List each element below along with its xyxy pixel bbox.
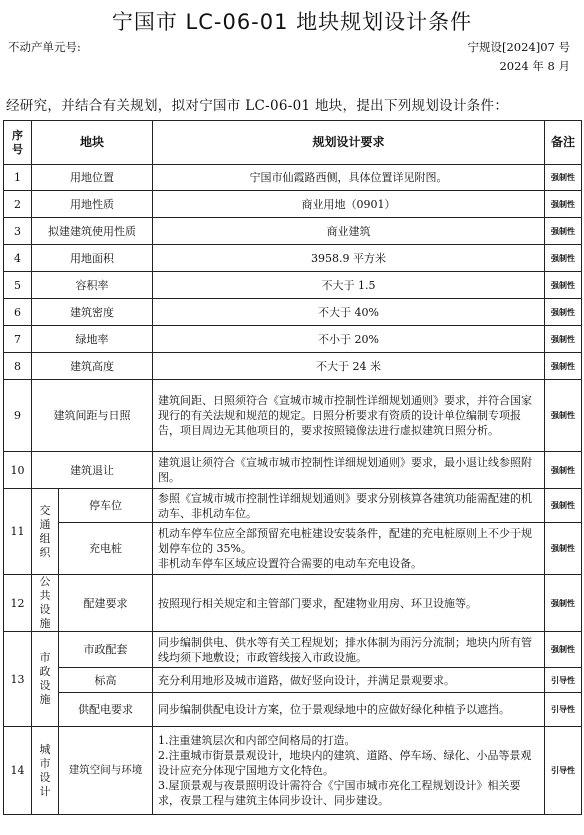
row-note: 强制性 bbox=[545, 218, 582, 245]
row-item: 用地面积 bbox=[32, 245, 153, 272]
row-no: 13 bbox=[4, 632, 32, 727]
group-label: 交通组织 bbox=[39, 503, 51, 559]
requirement-line: 2.注重城市街景景观设计，地块内的建筑、道路、停车场、绿化、小品等景观设计应充分体现宁国地方文化特色。 bbox=[158, 749, 532, 777]
document-date: 2024 年 8 月 bbox=[499, 59, 570, 73]
table-row bbox=[4, 299, 582, 326]
row-item: 用地位置 bbox=[32, 165, 153, 191]
requirement-line: 机动车停车位应全部预留充电桩建设安装条件，配建的充电桩原则上不少于规划停车位的 35%。 bbox=[158, 527, 533, 555]
table-row bbox=[4, 523, 582, 575]
row-note: 强制性 bbox=[545, 523, 582, 575]
row-group bbox=[32, 575, 59, 632]
row-item: 拟建建筑使用性质 bbox=[32, 218, 153, 245]
row-requirement: 参照《宣城市城市控制性详细规划通则》要求分别核算各建筑功能需配建的机动车、非机动车位。 bbox=[153, 489, 545, 523]
row-group bbox=[32, 632, 59, 727]
row-note: 强制性 bbox=[545, 632, 582, 668]
row-requirement: 宁国市仙霞路西侧，具体位置详见附图。 bbox=[153, 165, 545, 191]
row-no: 9 bbox=[4, 380, 32, 452]
group-label: 公共设施 bbox=[39, 575, 51, 630]
row-requirement bbox=[153, 727, 545, 815]
row-group bbox=[32, 489, 59, 575]
row-item: 建筑间距与日照 bbox=[32, 380, 153, 452]
row-no: 5 bbox=[4, 272, 32, 299]
header-parcel: 地块 bbox=[32, 121, 153, 165]
row-item: 停车位 bbox=[59, 489, 153, 523]
group-label: 市政设施 bbox=[39, 651, 51, 706]
row-note: 强制性 bbox=[545, 165, 582, 191]
row-item: 建筑高度 bbox=[32, 353, 153, 380]
row-item: 容积率 bbox=[32, 272, 153, 299]
row-note: 引导性 bbox=[545, 668, 582, 693]
row-item: 建筑空间与环境 bbox=[59, 727, 153, 815]
intro-text: 经研究，并结合有关规划，拟对宁国市 LC-06-01 地块，提出下列规划设计条件： bbox=[6, 98, 509, 114]
table-row bbox=[4, 326, 582, 353]
row-requirement: 不大于 40% bbox=[153, 299, 545, 326]
row-item: 市政配套 bbox=[59, 632, 153, 668]
table-row bbox=[4, 575, 582, 632]
row-requirement: 建筑退让须符合《宣城市城市控制性详细规划通则》要求，最小退让线参照附图。 bbox=[153, 452, 545, 489]
row-note: 引导性 bbox=[545, 727, 582, 815]
table-row bbox=[4, 632, 582, 668]
row-no: 4 bbox=[4, 245, 32, 272]
row-requirement: 充分利用地形及城市道路，做好竖向设计，并满足景观要求。 bbox=[153, 668, 545, 693]
table-row bbox=[4, 452, 582, 489]
table-row bbox=[4, 245, 582, 272]
document-number: 宁规设[2024]07 号 bbox=[467, 40, 570, 54]
row-requirement: 3958.9 平方米 bbox=[153, 245, 545, 272]
row-note: 强制性 bbox=[545, 575, 582, 632]
row-requirement: 建筑间距、日照须符合《宣城市城市控制性详细规划通则》要求，并符合国家现行的有关法规和规范的规定。日照分析要求有资质的设计单位编制专项报告，项目周边无其他项目的，要求按照镜像法进行虚拟建筑日照分析。 bbox=[153, 380, 545, 452]
row-note: 强制性 bbox=[545, 353, 582, 380]
row-item: 充电桩 bbox=[59, 523, 153, 575]
row-note: 强制性 bbox=[545, 489, 582, 523]
row-requirement: 商业用地（0901） bbox=[153, 191, 545, 218]
unit-number-label: 不动产单元号: bbox=[8, 40, 81, 54]
row-item: 用地性质 bbox=[32, 191, 153, 218]
row-note: 强制性 bbox=[545, 452, 582, 489]
page-title: 宁国市 LC-06-01 地块规划设计条件 bbox=[111, 10, 473, 34]
requirement-line: 1.注重建筑层次和内部空间格局的打造。 bbox=[158, 734, 356, 747]
row-requirement: 不大于 1.5 bbox=[153, 272, 545, 299]
header-note: 备注 bbox=[545, 121, 582, 165]
row-requirement: 不小于 20% bbox=[153, 326, 545, 353]
row-note: 强制性 bbox=[545, 299, 582, 326]
table-row bbox=[4, 165, 582, 191]
row-note: 强制性 bbox=[545, 380, 582, 452]
row-note: 引导性 bbox=[545, 693, 582, 727]
row-no: 3 bbox=[4, 218, 32, 245]
row-no: 2 bbox=[4, 191, 32, 218]
group-label: 城市设计 bbox=[39, 742, 51, 798]
row-note: 强制性 bbox=[545, 326, 582, 353]
row-note: 强制性 bbox=[545, 272, 582, 299]
row-item: 标高 bbox=[59, 668, 153, 693]
row-item: 建筑密度 bbox=[32, 299, 153, 326]
row-no: 1 bbox=[4, 165, 32, 191]
table-row bbox=[4, 380, 582, 452]
table-row bbox=[4, 218, 582, 245]
row-item: 建筑退让 bbox=[32, 452, 153, 489]
row-note: 强制性 bbox=[545, 191, 582, 218]
header-no: 序号 bbox=[4, 121, 32, 165]
row-requirement: 同步编制供配电设计方案，位于景观绿地中的应做好绿化种植予以遮挡。 bbox=[153, 693, 545, 727]
table-row bbox=[4, 272, 582, 299]
table-row bbox=[4, 727, 582, 815]
requirement-line: 3.屋顶景观与夜景照明设计需符合《宁国市城市亮化工程规划设计》相关要求，夜景工程与建筑主体同步设计、同步建设。 bbox=[158, 779, 521, 807]
table-row bbox=[4, 353, 582, 380]
row-requirement bbox=[153, 523, 545, 575]
table-row bbox=[4, 489, 582, 523]
table-row bbox=[4, 191, 582, 218]
header-requirements: 规划设计要求 bbox=[153, 121, 545, 165]
row-requirement: 同步编制供电、供水等有关工程规划；排水体制为雨污分流制；地块内所有管线均须下地敷设；市政管线接入市政设施。 bbox=[153, 632, 545, 668]
row-no: 11 bbox=[4, 489, 32, 575]
row-no: 8 bbox=[4, 353, 32, 380]
table-row bbox=[4, 693, 582, 727]
row-requirement: 不大于 24 米 bbox=[153, 353, 545, 380]
row-item: 供配电要求 bbox=[59, 693, 153, 727]
table-header-row bbox=[4, 121, 582, 165]
conditions-table bbox=[3, 120, 582, 815]
row-requirement: 按照现行相关规定和主管部门要求，配建物业用房、环卫设施等。 bbox=[153, 575, 545, 632]
row-no: 14 bbox=[4, 727, 32, 815]
row-requirement: 商业建筑 bbox=[153, 218, 545, 245]
row-item: 绿地率 bbox=[32, 326, 153, 353]
row-no: 10 bbox=[4, 452, 32, 489]
row-no: 7 bbox=[4, 326, 32, 353]
row-note: 强制性 bbox=[545, 245, 582, 272]
row-group bbox=[32, 727, 59, 815]
row-no: 12 bbox=[4, 575, 32, 632]
requirement-line: 非机动车停车区域应设置符合需要的电动车充电设备。 bbox=[158, 557, 423, 570]
row-item: 配建要求 bbox=[59, 575, 153, 632]
table-row bbox=[4, 668, 582, 693]
row-no: 6 bbox=[4, 299, 32, 326]
